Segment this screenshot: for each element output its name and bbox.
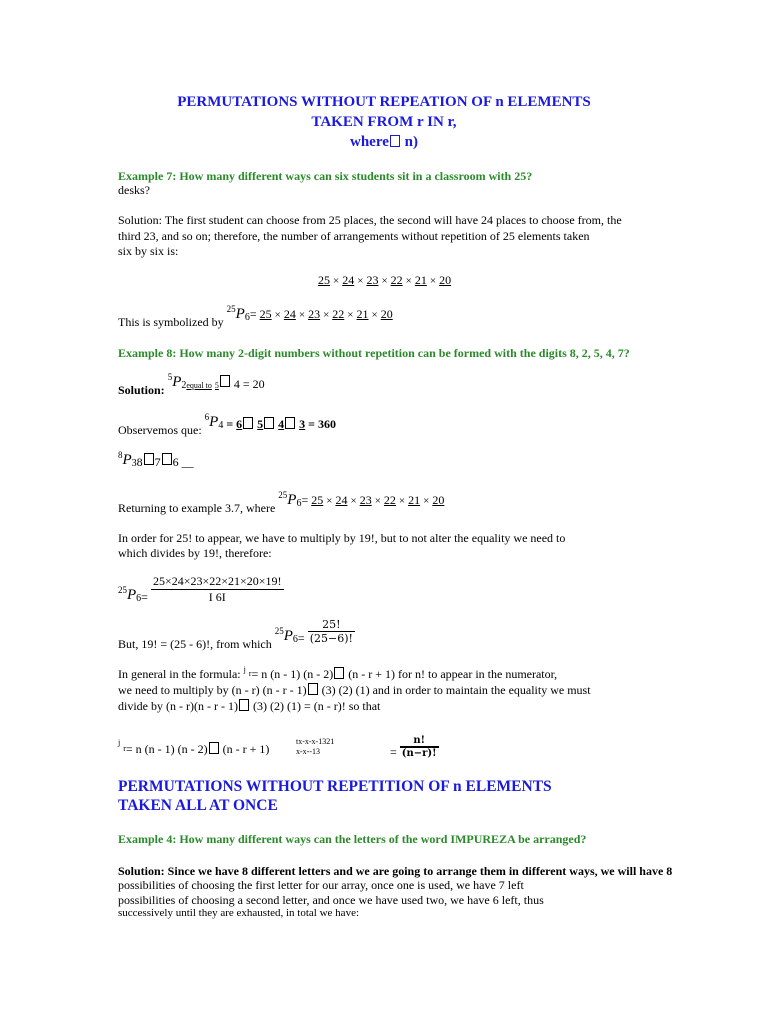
perm-subscript: 3 [131,458,137,469]
perm-subscript: 6 [292,634,298,645]
factor-6: 6 [172,455,179,469]
heading-n: n) [404,134,418,150]
times-sign: × [350,495,357,507]
formula-fragment [296,737,334,757]
blank-line: __ [181,455,194,469]
perm-symbol: P [122,452,132,468]
missing-glyph-icon [243,417,253,429]
perm-subscript: 6 [244,312,250,323]
perm-symbol: P [209,414,219,430]
factor-22: 22 [390,273,403,287]
order-line-2: which divides by 19!, therefore: [118,546,272,560]
r-symbol: r [123,744,126,753]
heading-where: where [350,134,389,150]
example7-question: Example 7: How many different ways can six students sit in a classroom with 25? [118,169,533,183]
missing-glyph-icon [285,417,295,429]
fraction [151,574,284,605]
times-sign: × [398,495,406,507]
equals-sign: = [141,590,148,604]
factor-21: 21 [414,273,427,287]
times-sign: × [423,495,430,507]
product-expression [318,273,451,288]
general-product: = n (n - 1) (n - 2) [251,667,334,681]
five-text: 5 [214,381,219,390]
perm-superscript: 8 [118,450,123,460]
missing-glyph-icon [308,683,318,695]
formula-product: = n (n - 1) (n - 2) [125,742,208,756]
fraction [308,618,355,645]
example4-solution-line-1: Solution: Since we have 8 different letters and we are going to arrange them in different ways, we will have 8 [118,864,673,878]
perm-superscript: 6 [204,412,210,422]
observe-text: Observemos que: [118,423,202,437]
general-text-2: we need to multiply by (n - r) (n - r - 1) [118,683,307,697]
p8-line [118,452,194,469]
fraction-numerator: n! [400,735,439,748]
fraction-denominator: I 6I [208,590,226,604]
fraction-denominator: (25−6)! [309,632,353,645]
missing-glyph-icon [239,699,249,711]
observe-line [118,412,337,437]
factor-23: 23 [308,307,321,321]
but-line [118,618,355,651]
factor-22: 22 [383,493,396,507]
factor-8: 8 [136,455,143,469]
perm-superscript: 25 [278,490,288,500]
general-text-3b: (3) (2) (1) = (n - r)! so that [252,699,381,713]
j-symbol: j [243,665,246,674]
general-text: In general in the formula: [118,667,241,681]
factor-25: 25 [259,307,272,321]
factor-3: 3 [299,417,306,431]
example7-solution-line-1: Solution: The first student can choose from 25 places, the second will have 24 places to choose from, the [118,213,622,227]
perm-symbol: P [287,492,297,508]
times-sign: × [374,495,381,507]
missing-glyph-icon [144,453,154,465]
equals-sign: = [390,744,397,759]
times-sign: × [381,275,388,287]
perm-symbol: P [283,628,293,644]
fraction-expression-1 [118,574,284,605]
result-text: = 360 [308,417,337,431]
general-line-3 [118,699,380,714]
example7-solution-line-3: six by six is: [118,244,179,258]
factor-24: 24 [335,493,348,507]
missing-glyph-icon [162,453,172,465]
perm-subscript: 6 [136,593,142,604]
but-text: But, 19! = (25 - 6)!, from which [118,637,272,651]
perm-symbol: P [235,306,245,322]
missing-glyph-icon [209,742,219,754]
missing-glyph-icon [334,667,344,679]
returning-text: Returning to example 3.7, where [118,501,276,515]
example8-question: Example 8: How many 2-digit numbers without repetition can be formed with the digits 8, 2, 5, 4, 7? [118,346,630,360]
fragment-bottom: x-x--13 [296,747,320,756]
fragment-top: tx-x-x-1321 [296,737,335,746]
formula-tail: (n - r + 1) [222,742,270,756]
example4-solution-line-2: possibilities of choosing the first letter for our array, once one is used, we have 7 left [118,878,524,892]
equal-to-text: equal to [186,381,212,390]
perm-superscript: 25 [118,585,127,595]
order-line-1: In order for 25! to appear, we have to multiply by 19!, but to not alter the equality we need to [118,531,566,545]
times-sign: × [371,309,378,321]
example4-solution-line-4: successively until they are exhausted, in total we have: [118,907,360,919]
perm-superscript: 25 [226,304,236,314]
factor-20: 20 [380,307,393,321]
times-sign: × [333,275,340,287]
general-text-2b: (3) (2) (1) and in order to maintain the equality we must [321,683,591,697]
solution-label: Solution: [118,383,165,397]
perm-subscript: 2 [181,380,187,391]
perm-symbol: P [127,587,137,603]
example8-solution [118,372,265,397]
result-text: 4 = 20 [233,377,265,391]
factor-5: 5 [257,417,264,431]
factor-21: 21 [356,307,369,321]
equals-sign: = [301,493,309,507]
heading-line-3 [0,134,768,151]
symbolized-line [118,304,393,329]
heading2-line-1: PERMUTATIONS WITHOUT REPETITION OF n ELEMENTS [118,778,552,795]
general-line-1 [118,667,557,682]
factor-7: 7 [154,455,161,469]
fraction-denominator: (n−r)! [401,748,437,759]
missing-glyph-icon [264,417,274,429]
fraction [400,735,439,759]
factor-23: 23 [359,493,372,507]
factor-25: 25 [318,273,330,287]
factor-4: 4 [278,417,285,431]
r-symbol: r [248,669,252,678]
equals-sign: = [297,631,305,645]
times-sign: × [323,309,330,321]
factor-22: 22 [332,307,345,321]
fraction-numerator: 25! [308,618,355,632]
times-sign: × [326,495,333,507]
times-sign: × [298,309,306,321]
example4-solution-line-3: possibilities of choosing a second letter, and once we have used two, we have 6 left, thus [118,893,544,907]
example7-solution-line-2: third 23, and so on; therefore, the number of arrangements without repetition of 25 elements taken [118,229,590,243]
perm-subscript: 6 [296,498,302,509]
missing-glyph-icon [220,375,230,387]
factor-20: 20 [432,493,445,507]
perm-superscript: 25 [274,626,284,636]
factor-21: 21 [408,493,421,507]
perm-subscript: 4 [218,420,224,431]
returning-line [118,490,445,515]
equals-sign: = [249,307,257,321]
example4-question: Example 4: How many different ways can the letters of the word IMPUREZA be arranged? [118,832,587,846]
factor-25: 25 [311,493,324,507]
general-line-2 [118,683,591,698]
perm-superscript: 5 [167,372,173,382]
equals-sign: = [226,417,234,431]
fraction-numerator: 25×24×23×22×21×20×19! [152,574,282,588]
times-sign: × [429,275,437,287]
heading-line-1: PERMUTATIONS WITHOUT REPEATION OF n ELEMENTS [177,94,591,110]
j-symbol: j [118,738,121,747]
factor-24: 24 [283,307,296,321]
times-sign: × [347,309,354,321]
heading-line-2: TAKEN FROM r IN r, [311,114,457,130]
perm-symbol: P [172,374,182,390]
general-tail: (n - r + 1) for n! to appear in the numerator, [348,667,558,681]
factor-6: 6 [236,417,243,431]
example7-question-cont: desks? [118,183,150,197]
factor-23: 23 [366,273,379,287]
heading2-line-2: TAKEN ALL AT ONCE [118,797,278,814]
factor-24: 24 [342,273,355,287]
missing-glyph-icon [390,135,400,147]
symbolized-text: This is symbolized by [118,315,224,329]
times-sign: × [357,275,364,287]
times-sign: × [405,275,412,287]
times-sign: × [274,309,281,321]
final-formula [118,738,270,756]
final-fraction [390,735,439,759]
factor-20: 20 [439,273,452,287]
general-text-3: divide by (n - r)(n - r - 1) [118,699,238,713]
